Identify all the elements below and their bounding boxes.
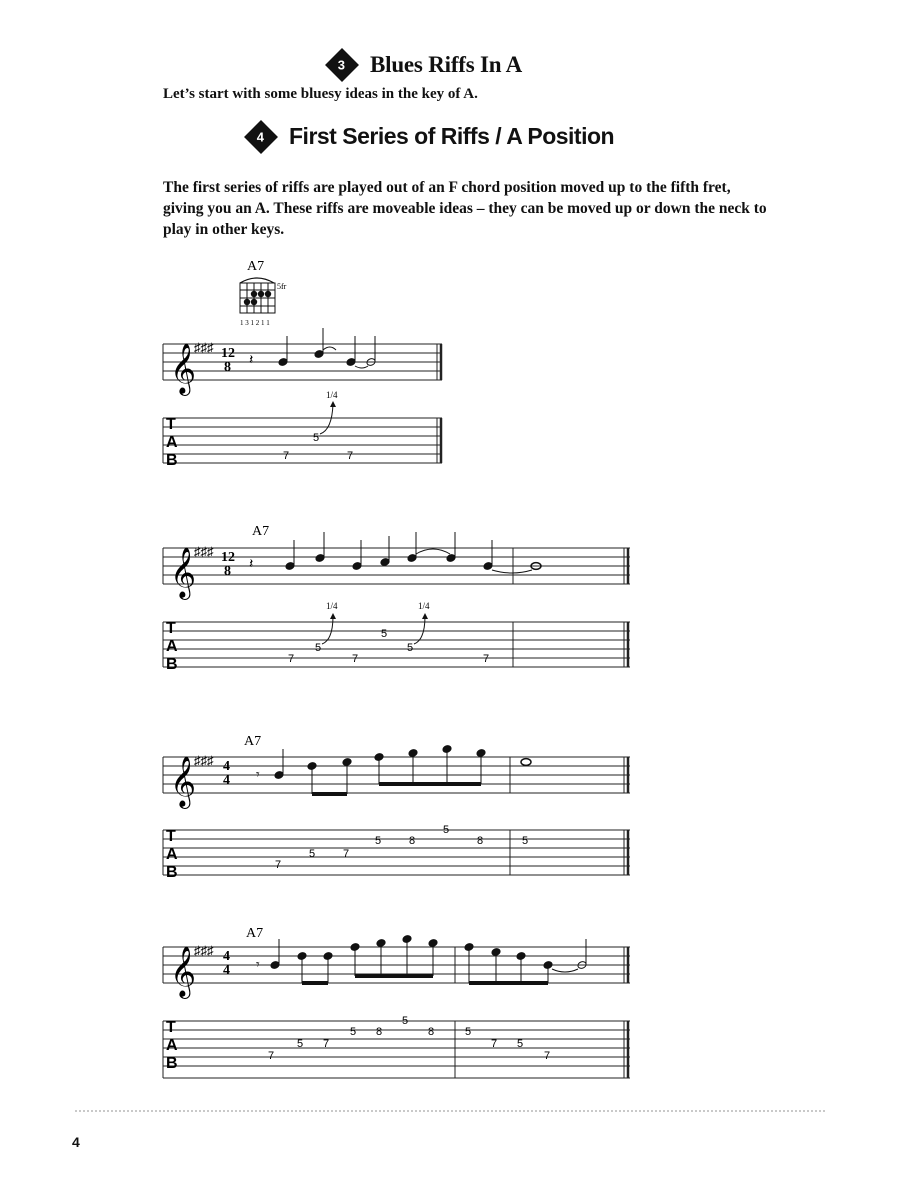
rest-icon: 𝄽 [249, 557, 254, 572]
tab-number: 5 [402, 1015, 409, 1027]
treble-clef-icon: 𝄞 [170, 344, 197, 393]
tab-number: 7 [323, 1038, 330, 1050]
tab-number: 7 [352, 653, 359, 665]
chord-diagram [240, 259, 287, 327]
tab-number: 7 [283, 450, 290, 462]
bend-label: 1/4 [326, 390, 338, 400]
tab-number: 5 [407, 642, 414, 654]
key-signature-icon: ♯♯♯ [194, 340, 214, 355]
time-signature-bottom: 8 [224, 564, 231, 579]
tab-number: 5 [381, 628, 388, 640]
tab-number: 5 [375, 835, 382, 847]
chord-symbol: A7 [244, 734, 262, 749]
treble-clef-icon: 𝄞 [170, 947, 197, 996]
body-paragraph: The first series of riffs are played out of an F chord position moved up to the fifth fret, giving you an A. These riffs are moveable ideas – they can be moved up or down the neck to play in other keys. [163, 179, 767, 238]
tab-number: 7 [347, 450, 354, 462]
section-title: First Series of Riffs / A Position [289, 123, 615, 149]
tab-number: 5 [522, 835, 529, 847]
time-signature-bottom: 4 [223, 773, 230, 788]
chord-name: A7 [247, 259, 265, 274]
tab-number: 7 [275, 859, 282, 871]
tab-letter: A [166, 846, 178, 863]
section-number-badge: 3 [325, 48, 359, 82]
tab-number: 7 [343, 848, 350, 860]
example-4 [163, 926, 630, 1078]
example-1 [163, 328, 442, 469]
tab-letter: T [166, 828, 176, 845]
tab-number: 5 [443, 824, 450, 836]
treble-clef-icon: 𝄞 [170, 548, 197, 597]
tab-letter: T [166, 1019, 176, 1036]
tab-number: 8 [376, 1026, 383, 1038]
bend-label: 1/4 [326, 601, 338, 611]
section-number-badge: 4 [244, 120, 278, 154]
section-title: Blues Riffs In A [370, 52, 523, 77]
example-2 [163, 524, 630, 673]
key-signature-icon: ♯♯♯ [194, 943, 214, 958]
key-signature-icon: ♯♯♯ [194, 753, 214, 768]
fingering: 1 3 1 2 1 1 [240, 319, 270, 327]
example-3 [163, 734, 630, 881]
bend-label: 1/4 [418, 601, 430, 611]
tab-letter: A [166, 1037, 178, 1054]
tab-number: 8 [428, 1026, 435, 1038]
tab-number: 5 [315, 642, 322, 654]
tab-letter: A [166, 434, 178, 451]
tab-number: 7 [544, 1050, 551, 1062]
tab-number: 5 [297, 1038, 304, 1050]
time-signature-top: 4 [223, 949, 230, 964]
treble-clef-icon: 𝄞 [170, 757, 197, 806]
chord-symbol: A7 [246, 926, 264, 941]
rest-icon: 𝄾 [256, 768, 260, 783]
time-signature-top: 4 [223, 759, 230, 774]
tab-letter: T [166, 620, 176, 637]
tab-letter: A [166, 638, 178, 655]
tab-number: 7 [268, 1050, 275, 1062]
tab-number: 7 [483, 653, 490, 665]
tab-number: 7 [288, 653, 295, 665]
intro-text: Let’s start with some bluesy ideas in the key of A. [163, 86, 478, 102]
page-number: 4 [72, 1134, 80, 1150]
tab-number: 8 [409, 835, 416, 847]
tab-number: 8 [477, 835, 484, 847]
tab-number: 5 [313, 432, 320, 444]
tab-number: 5 [350, 1026, 357, 1038]
tab-letter: B [166, 864, 178, 881]
tab-number: 5 [517, 1038, 524, 1050]
time-signature-top: 12 [221, 346, 235, 361]
time-signature-bottom: 8 [224, 360, 231, 375]
tab-number: 5 [465, 1026, 472, 1038]
rest-icon: 𝄽 [249, 353, 254, 368]
time-signature-top: 12 [221, 550, 235, 565]
fret-label: 5fr [277, 282, 287, 291]
tab-number: 5 [309, 848, 316, 860]
time-signature-bottom: 4 [223, 963, 230, 978]
chord-symbol: A7 [252, 524, 270, 539]
tab-letter: T [166, 416, 176, 433]
key-signature-icon: ♯♯♯ [194, 544, 214, 559]
tab-letter: B [166, 452, 178, 469]
tab-letter: B [166, 1055, 178, 1072]
tab-letter: B [166, 656, 178, 673]
rest-icon: 𝄾 [256, 958, 260, 973]
footer-divider [75, 1110, 825, 1112]
tab-number: 7 [491, 1038, 498, 1050]
